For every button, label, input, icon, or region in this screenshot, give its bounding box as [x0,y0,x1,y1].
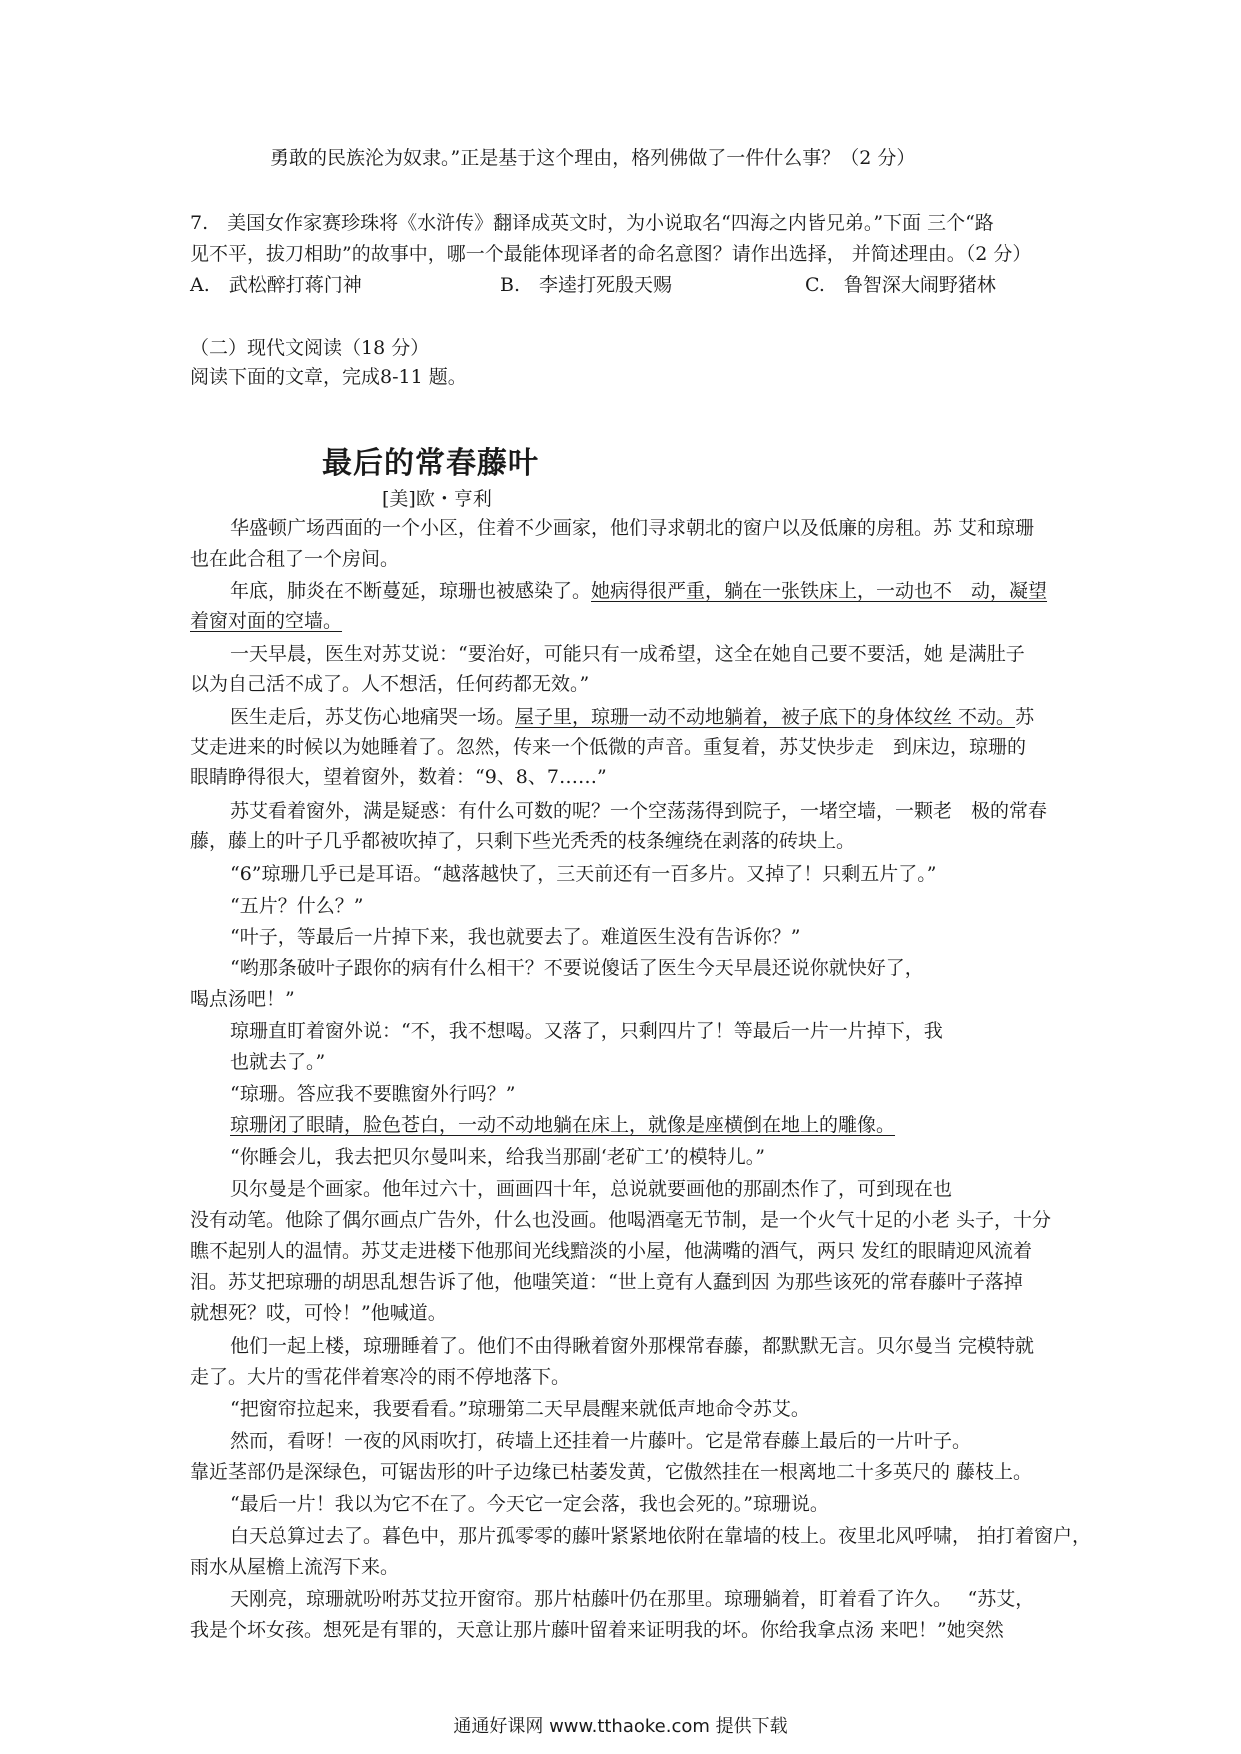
paragraph-7: “五片？什么？” [230,895,364,917]
paragraph-1-line-1: 华盛顿广场西面的一个小区，住着不少画家，他们寻求朝北的窗户以及低廉的房租。苏 艾和琼珊 [230,517,1035,539]
paragraph-1-line-2: 也在此合租了一个房间。 [190,548,400,570]
question-7-options [190,270,1060,300]
underlined-sentence-1: 她病得很严重，躺在一张铁床上，一动也不 动，凝望 [591,580,1048,602]
underlined-sentence-3: 琼珊闭了眼睛，脸色苍白，一动不动地躺在床上，就像是座横倒在地上的雕像。 [230,1114,896,1136]
paragraph-14-line-3: 瞧不起别人的温情。苏艾走进楼下他那间光线黯淡的小屋，他满嘴的酒气，两只 发红的眼睛迎风流着 [190,1240,1033,1262]
paragraph-4-line-2: 艾走进来的时候以为她睡着了。忽然，传来一个低微的声音。重复着，苏艾快步走 到床边，琼珊的 [190,736,1027,758]
paragraph-4-text-end: 苏 [1015,706,1035,728]
article-author: [美]欧・亨利 [382,488,492,510]
paragraph-5-line-1: 苏艾看着窗外，满是疑惑：有什么可数的呢？一个空荡荡得到院子，一堵空墙，一颗老 极的常春 [230,800,1048,822]
paragraph-19-line-1: 白天总算过去了。暮色中，那片孤零零的藤叶紧紧地依附在靠墙的枝上。夜里北风呼啸， 拍打着窗户， [230,1525,1092,1547]
paragraph-2-line-2 [190,606,1060,636]
paragraph-14-line-1: 贝尔曼是个画家。他年过六十，画画四十年，总说就要画他的那副杰作了，可到现在也 [230,1178,953,1200]
paragraph-14-line-5: 就想死？哎，可怜！”他喊道。 [190,1302,447,1324]
paragraph-19-line-2: 雨水从屋檐上流泻下来。 [190,1556,400,1578]
paragraph-13: “你睡会儿，我去把贝尔曼叫来，给我当那副‘老矿工’的模特儿。” [230,1146,766,1168]
page-footer: 通通好课网 www.tthaoke.com 提供下载 [453,1716,788,1737]
paragraph-14-line-2: 没有动笔。他除了偶尔画点广告外，什么也没画。他喝酒毫无节制，是一个火气十足的小老 头子，十分 [190,1209,1052,1231]
section-heading: （二）现代文阅读（18 分） [190,337,430,359]
paragraph-14-line-4: 泪。苏艾把琼珊的胡思乱想告诉了他，他嗤笑道：“世上竟有人蠢到因 为那些该死的常春藤叶子落掉 [190,1271,1023,1293]
paragraph-15-line-1: 他们一起上楼，琼珊睡着了。他们不由得瞅着窗外那棵常春藤，都默默无言。贝尔曼当 完模特就 [230,1335,1035,1357]
article-title: 最后的常春藤叶 [322,446,539,481]
paragraph-2-line-1 [230,576,1100,606]
paragraph-15-line-2: 走了。大片的雪花伴着寒冷的雨不停地落下。 [190,1366,571,1388]
paragraph-20-line-2: 我是个坏女孩。想死是有罪的，天意让那片藤叶留着来证明我的坏。你给我拿点汤 来吧！”她突然 [190,1619,1004,1641]
option-b: B. 李逵打死殷天赐 [500,274,673,296]
paragraph-12 [230,1110,1100,1140]
question-7-line-2: 见不平，拔刀相助”的故事中，哪一个最能体现译者的命名意图？请作出选择， 并简述理由。（2 分） [190,243,1032,265]
paragraph-10-line-2: 也就去了。” [230,1051,326,1073]
paragraph-9-line-2: 喝点汤吧！” [190,988,295,1010]
option-a: A. 武松醉打蒋门神 [190,274,362,296]
reading-instruction: 阅读下面的文章，完成8-11 题。 [190,366,467,388]
paragraph-17-line-2: 靠近茎部仍是深绿色，可锯齿形的叶子边缘已枯萎发黄，它傲然挂在一根离地二十多英尺的 藤枝上。 [190,1461,1033,1483]
paragraph-18: “最后一片！我以为它不在了。今天它一定会落，我也会死的。”琼珊说。 [230,1493,829,1515]
paragraph-5-line-2: 藤，藤上的叶子几乎都被吹掉了，只剩下些光秃秃的枝条缠绕在剥落的砖块上。 [190,830,856,852]
paragraph-4-line-1 [230,702,1100,732]
paragraph-6: “6”琼珊几乎已是耳语。“越落越快了，三天前还有一百多片。又掉了！只剩五片了。” [230,863,937,885]
underlined-sentence-2: 屋子里，琼珊一动不动地躺着，被子底下的身体纹丝 不动。 [515,706,1016,728]
paragraph-16: “把窗帘拉起来，我要看看。”琼珊第二天早晨醒来就低声地命令苏艾。 [230,1398,810,1420]
paragraph-4-text: 医生走后，苏艾伤心地痛哭一场。 [230,706,516,728]
paragraph-9-line-1: “哟那条破叶子跟你的病有什么相干？不要说傻话了医生今天早晨还说你就快好了， [230,957,924,979]
paragraph-3-line-1: 一天早晨，医生对苏艾说：“要治好，可能只有一成希望，这全在她自己要不要活，她 是满肚子 [230,643,1025,665]
paragraph-20-line-1: 天刚亮，琼珊就吩咐苏艾拉开窗帘。那片枯藤叶仍在那里。琼珊躺着，盯着看了许久。 “苏艾， [230,1588,1035,1610]
paragraph-11: “琼珊。答应我不要瞧窗外行吗？” [230,1083,516,1105]
paragraph-3-line-2: 以为自己活不成了。人不想活，任何药都无效。” [190,673,590,695]
paragraph-8: “叶子，等最后一片掉下来，我也就要去了。难道医生没有告诉你？” [230,926,801,948]
underlined-sentence-1-cont: 着窗对面的空墙。 [190,610,343,632]
question-7-line-1: 7. 美国女作家赛珍珠将《水浒传》翻译成英文时，为小说取名“四海之内皆兄弟。”下面 三个“路 [190,212,994,234]
paragraph-17-line-1: 然而，看呀！一夜的风雨吹打，砖墙上还挂着一片藤叶。它是常春藤上最后的一片叶子。 [230,1430,972,1452]
paragraph-2-text: 年底，肺炎在不断蔓延，琼珊也被感染了。 [230,580,592,602]
paragraph-4-line-3: 眼睛睁得很大，望着窗外，数着：“9、8、7……” [190,766,607,788]
paragraph-10-line-1: 琼珊直盯着窗外说：“不，我不想喝。又落了，只剩四片了！等最后一片一片掉下，我 [230,1020,943,1042]
question-6-tail: 勇敢的民族沦为奴隶。”正是基于这个理由，格列佛做了一件什么事？（2 分） [270,147,916,169]
option-c: C. 鲁智深大闹野猪林 [805,274,996,296]
